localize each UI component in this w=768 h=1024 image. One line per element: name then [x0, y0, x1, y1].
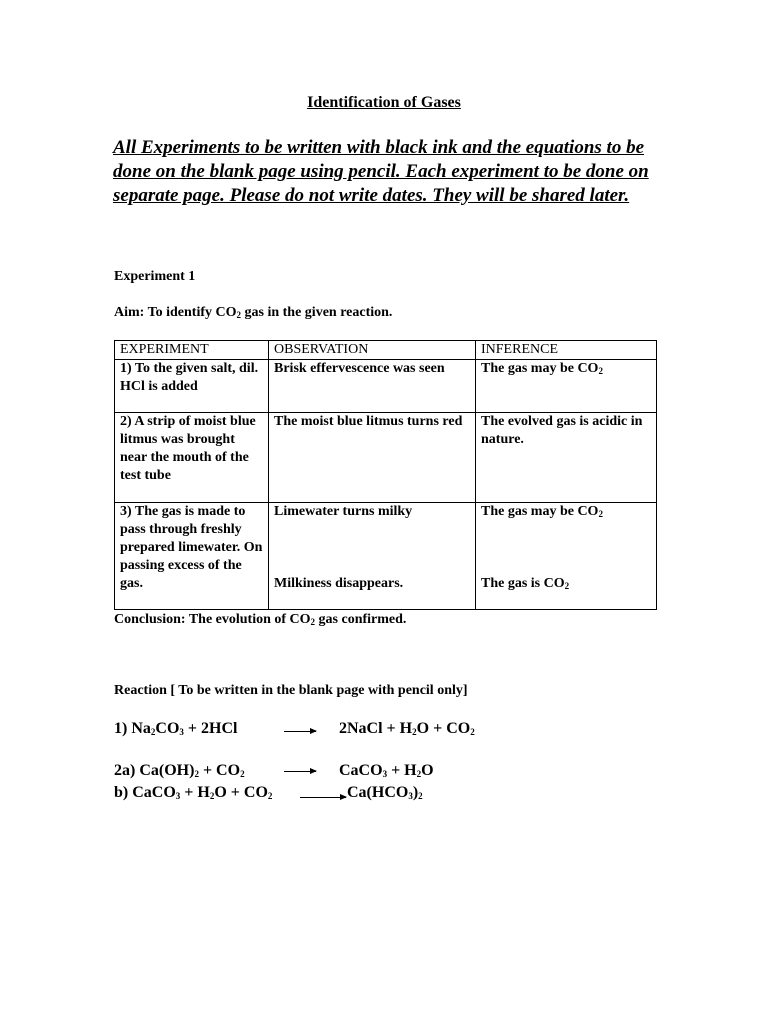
- conclusion-text: Conclusion: The evolution of $CO_2$ gas confirmed.: [114, 612, 407, 627]
- reaction-2a-products: CaCO$_3$ + $H_2O$: [339, 762, 434, 779]
- aim-text: Aim: To identify $CO_2$ gas in the given reaction.: [114, 305, 393, 320]
- table-cell: The gas may be $CO_2$: [476, 360, 657, 413]
- table-header: INFERENCE: [476, 341, 657, 360]
- reaction-1-products: 2NaCl + $H_2O + CO_2$: [339, 720, 475, 737]
- table-cell: 1) To the given salt, dil. HCl is added: [115, 360, 269, 413]
- table-row: [115, 503, 657, 610]
- reaction-arrow-icon: [284, 731, 316, 732]
- instructions-text: All Experiments to be written with black ink and the equations to be done on the blank page using pencil. Each experiment to be done on separate page. Please do not write dates. They will be shared later.: [113, 137, 649, 206]
- reaction-2b-products: $Ca(HCO_3)_2$: [347, 784, 423, 801]
- page-title: Identification of Gases: [307, 94, 461, 111]
- reaction-2a-reactants: 2a) $Ca(OH)_2 + CO_2$: [114, 762, 245, 779]
- table-cell: Brisk effervescence was seen: [269, 360, 476, 413]
- experiment-heading: Experiment 1: [114, 269, 196, 284]
- table-header: OBSERVATION: [269, 341, 476, 360]
- table-cell: The moist blue litmus turns red: [269, 413, 476, 503]
- table-row: [115, 413, 657, 503]
- table-header-row: [115, 341, 657, 360]
- reaction-2b-reactants: b) CaCO$_3$ + $H_2O + CO_2$: [114, 784, 273, 801]
- reaction-arrow-icon: [284, 771, 316, 772]
- reaction-arrow-icon: [300, 797, 346, 798]
- table-cell: Limewater turns milky Milkiness disappears.: [269, 503, 476, 610]
- table-cell: The evolved gas is acidic in nature.: [476, 413, 657, 503]
- table-cell: 3) The gas is made to pass through freshly prepared limewater. On passing excess of the gas.: [115, 503, 269, 610]
- table-header: EXPERIMENT: [115, 341, 269, 360]
- table-row: [115, 360, 657, 413]
- table-cell: 2) A strip of moist blue litmus was brought near the mouth of the test tube: [115, 413, 269, 503]
- table-cell: The gas may be $CO_2$ The gas is $CO_2$: [476, 503, 657, 610]
- experiment-table: [114, 340, 657, 610]
- reaction-1-reactants: 1) $Na_2CO_3 + 2HCl$: [114, 720, 238, 737]
- reaction-heading: Reaction [ To be written in the blank page with pencil only]: [114, 683, 468, 698]
